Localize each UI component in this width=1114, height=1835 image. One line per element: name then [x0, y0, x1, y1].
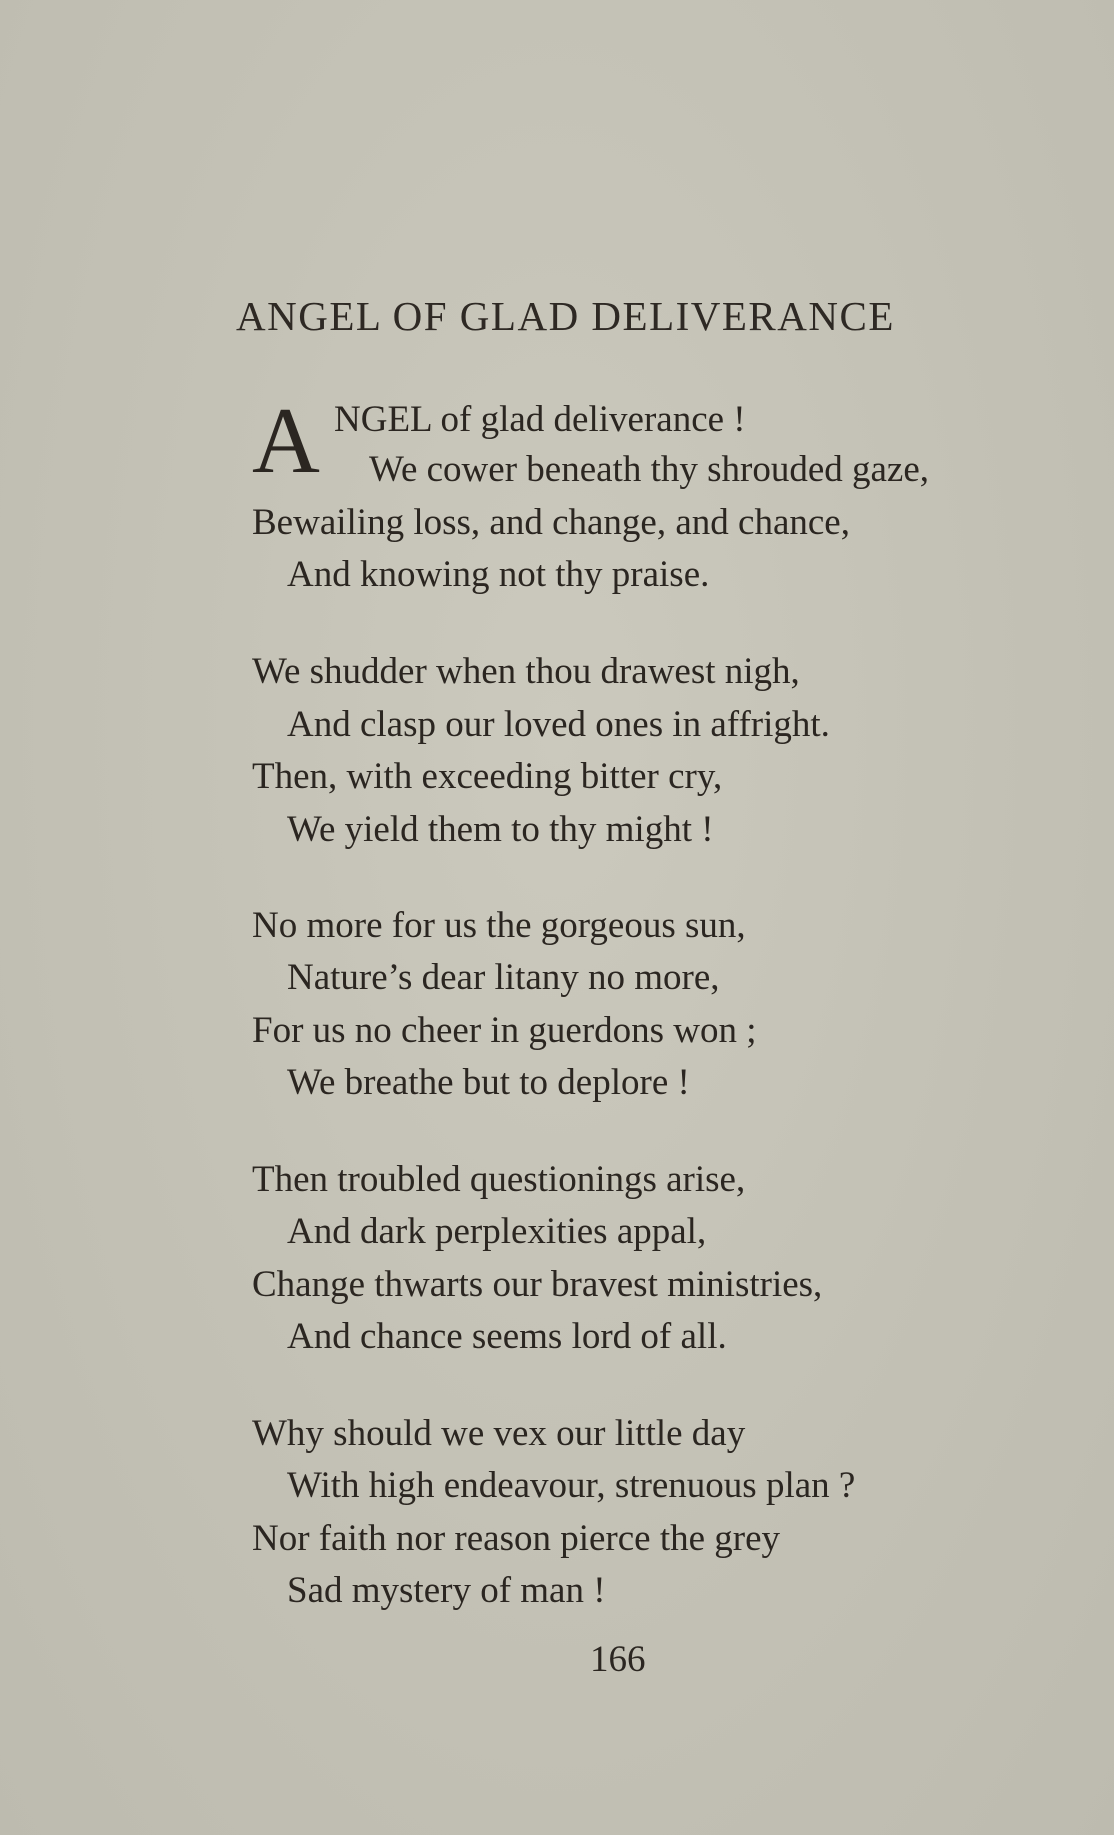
poem-line: We yield them to thy might !	[287, 809, 714, 850]
poem-line: And dark perplexities appal,	[287, 1211, 707, 1252]
poem-line: Change thwarts our bravest ministries,	[252, 1264, 823, 1305]
poem-line: We shudder when thou drawest nigh,	[252, 651, 800, 692]
poem-line: We cower beneath thy shrouded gaze,	[369, 449, 930, 490]
poem-line: And chance seems lord of all.	[287, 1316, 727, 1357]
poem-line: Then troubled questionings arise,	[252, 1159, 746, 1200]
poem-line: NGEL of glad deliverance !	[334, 399, 746, 440]
poem-line: No more for us the gorgeous sun,	[252, 905, 746, 946]
poem-line: Nature’s dear litany no more,	[287, 957, 720, 998]
poem-line: Nor faith nor reason pierce the grey	[252, 1518, 781, 1559]
poem-line: Sad mystery of man !	[287, 1570, 606, 1611]
drop-cap: A	[252, 389, 320, 493]
poem-line: For us no cheer in guerdons won ;	[252, 1010, 757, 1051]
poem-line: With high endeavour, strenuous plan ?	[287, 1465, 856, 1506]
poem-line: We breathe but to deplore !	[287, 1062, 690, 1103]
poem-line: Bewailing loss, and change, and chance,	[252, 502, 850, 543]
poem-title: ANGEL OF GLAD DELIVERANCE	[236, 293, 895, 339]
poem-line: And knowing not thy praise.	[287, 554, 710, 595]
page-number: 166	[590, 1639, 646, 1680]
poem-line: And clasp our loved ones in affright.	[287, 704, 830, 745]
poem-line: Then, with exceeding bitter cry,	[252, 756, 723, 797]
poem-line: Why should we vex our little day	[252, 1413, 746, 1454]
